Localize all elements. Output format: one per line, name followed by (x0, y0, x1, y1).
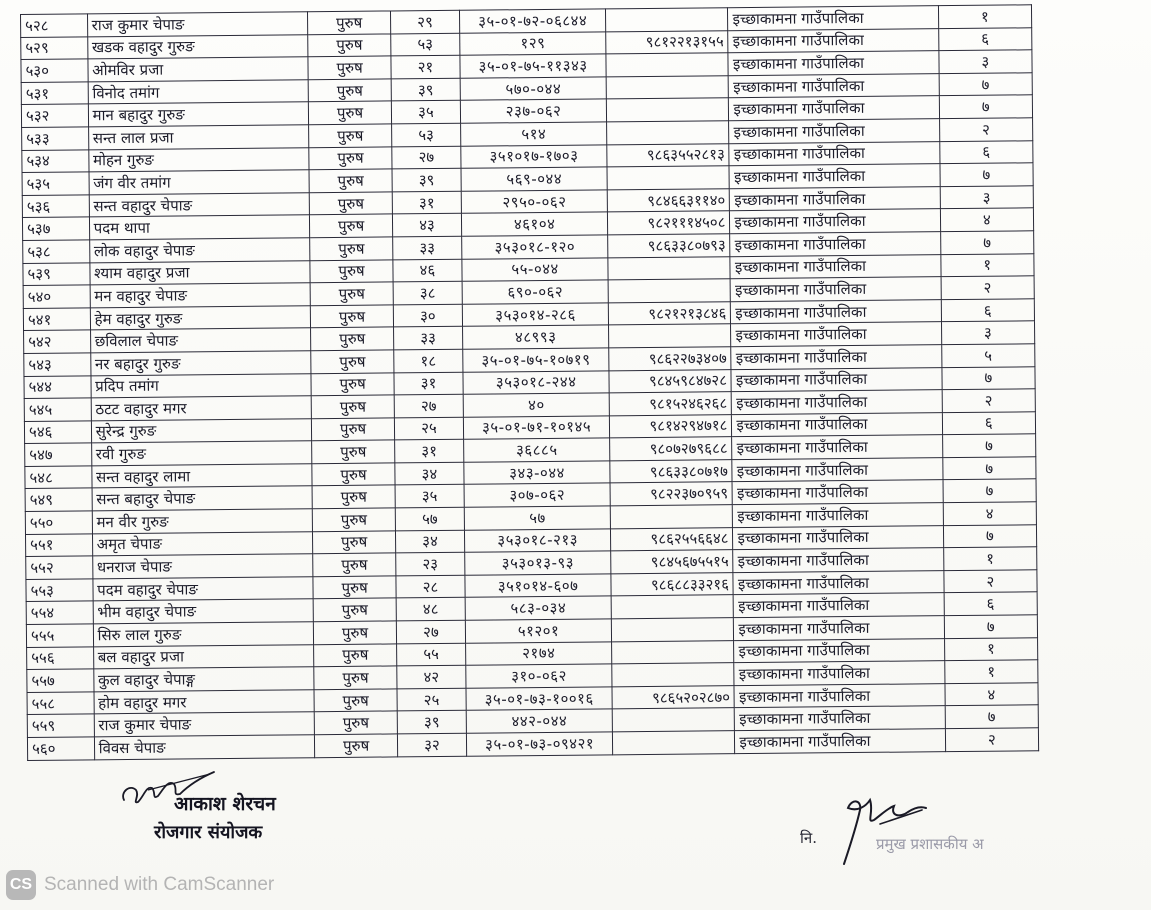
gender-cell: पुरुष (311, 350, 394, 373)
phone-number-cell: ९८४५९८४७२८ (609, 369, 731, 393)
serial-number-cell: ५५३ (26, 579, 93, 602)
gender-cell: पुरुष (308, 79, 391, 102)
phone-number-cell (608, 256, 730, 280)
age-cell: ३९ (391, 78, 460, 101)
serial-number-cell: ५४७ (25, 443, 92, 466)
phone-number-cell (609, 279, 731, 303)
serial-number-cell: ५४६ (24, 421, 91, 444)
phone-number-cell: ९८१५२४६२६८ (610, 392, 732, 416)
municipality-cell: इच्छाकामना गाउँपालिका (734, 661, 944, 686)
ward-number-cell: ४ (943, 502, 1037, 525)
name-cell: कुल वहादुर चेपाङ्ग (93, 667, 314, 692)
camscanner-watermark (6, 868, 274, 902)
age-cell: ३३ (393, 236, 462, 259)
age-cell: ३९ (397, 711, 466, 734)
ward-number-cell: १ (938, 5, 1032, 28)
citizenship-number-cell: ३१०-०६२ (466, 664, 613, 688)
ward-number-cell: १ (940, 253, 1034, 276)
phone-number-cell: ९८६३३८०७९३ (608, 234, 730, 258)
serial-number-cell: ५४४ (24, 375, 91, 398)
ward-number-cell: २ (942, 389, 1036, 412)
phone-number-cell (612, 640, 734, 664)
phone-number-cell (607, 121, 729, 145)
age-cell: ३३ (394, 327, 463, 350)
age-cell: ५३ (391, 33, 460, 56)
ward-number-cell: ५ (941, 344, 1035, 367)
handwritten-signature-right (830, 790, 930, 868)
serial-number-cell: ५५२ (26, 556, 93, 579)
citizenship-number-cell: ३५३०१८-२१३ (464, 529, 611, 553)
gender-cell: पुरुष (310, 259, 393, 282)
ward-number-cell: ३ (940, 186, 1034, 209)
serial-number-cell: ५५५ (26, 624, 93, 647)
serial-number-cell: ५५८ (27, 692, 94, 715)
ward-number-cell: ६ (938, 27, 1032, 50)
citizenship-number-cell: ३४३-०४४ (464, 461, 611, 485)
age-cell: २७ (392, 146, 461, 169)
ward-number-cell: ७ (942, 457, 1036, 480)
name-cell: होम वहादुर मगर (94, 690, 315, 715)
serial-number-cell: ५४२ (24, 330, 91, 353)
municipality-cell: इच्छाकामना गाउँपालिका (732, 435, 942, 460)
phone-number-cell (611, 505, 733, 529)
employment-coordinator-signature-block (118, 766, 318, 856)
ward-number-cell: ६ (942, 411, 1036, 434)
municipality-cell: इच्छाकामना गाउँपालिका (732, 458, 942, 483)
age-cell: ३१ (395, 440, 464, 463)
municipality-cell: इच्छाकामना गाउँपालिका (729, 96, 939, 121)
serial-number-cell: ५५४ (26, 601, 93, 624)
serial-number-cell: ५३७ (22, 217, 89, 240)
name-cell: ठटट वहादुर मगर (91, 396, 312, 421)
gender-cell: पुरुष (314, 711, 397, 734)
gender-cell: पुरुष (312, 508, 395, 531)
municipality-cell: इच्छाकामना गाउँपालिका (730, 186, 940, 211)
gender-cell: पुरुष (309, 124, 392, 147)
ward-number-cell: ७ (942, 434, 1036, 457)
gender-cell: पुरुष (310, 237, 393, 260)
age-cell: ३१ (394, 372, 463, 395)
phone-number-cell: ९८६२२७३४०७ (609, 347, 731, 371)
ward-number-cell: ७ (940, 163, 1034, 186)
serial-number-cell: ५५० (25, 511, 92, 534)
age-cell: ४८ (396, 598, 465, 621)
citizenship-number-cell: ३५-०१-७२-०६८४४ (459, 9, 606, 33)
phone-number-cell: ९८२२३७०९५९ (610, 482, 732, 506)
age-cell: २३ (396, 553, 465, 576)
gender-cell: पुरुष (315, 734, 398, 757)
municipality-cell: इच्छाकामना गाउँपालिका (728, 28, 938, 53)
gender-cell: पुरुष (311, 372, 394, 395)
serial-number-cell: ५६० (27, 737, 94, 760)
name-cell: सन्त बहादुर चेपाङ (92, 486, 313, 511)
citizenship-number-cell: ३५१०१४-६०७ (465, 574, 612, 598)
serial-number-cell: ५३२ (21, 104, 88, 127)
age-cell: ३५ (391, 101, 460, 124)
citizenship-number-cell: ५६९-०४४ (461, 167, 608, 191)
name-cell: विवस चेपाङ (94, 735, 315, 760)
phone-number-cell: ९८४५६७५५१५ (611, 550, 733, 574)
ward-number-cell: १ (944, 660, 1038, 683)
phone-number-cell (609, 324, 731, 348)
serial-number-cell: ५२८ (21, 14, 88, 37)
citizenship-number-cell: ३५-०१-७३-०९४२१ (466, 732, 613, 756)
citizenship-number-cell: २३७-०६२ (460, 99, 607, 123)
name-cell: श्याम वहादुर प्रजा (90, 260, 311, 285)
gender-cell: पुरुष (309, 146, 392, 169)
citizenship-number-cell: ३५३०१८-१२० (461, 235, 608, 259)
phone-number-cell (607, 98, 729, 122)
age-cell: २५ (397, 688, 466, 711)
citizenship-number-cell: ३५-०१-७१-१०१४५ (463, 416, 610, 440)
gender-cell: पुरुष (313, 576, 396, 599)
municipality-cell: इच्छाकामना गाउँपालिका (729, 141, 939, 166)
serial-number-cell: ५३५ (22, 172, 89, 195)
municipality-cell: इच्छाकामना गाउँपालिका (728, 51, 938, 76)
phone-number-cell: ९८६५२०२८७० (612, 685, 734, 709)
citizenship-number-cell: ३५३०१८-२४४ (463, 370, 610, 394)
gender-cell: पुरुष (310, 305, 393, 328)
name-cell: नर बहादुर गुरुङ (90, 351, 311, 376)
serial-number-cell: ५३८ (23, 240, 90, 263)
municipality-cell: इच्छाकामना गाउँपालिका (733, 548, 943, 573)
age-cell: २८ (396, 575, 465, 598)
gender-cell: पुरुष (313, 621, 396, 644)
name-cell: प्रदिप तमांग (91, 373, 312, 398)
phone-number-cell (606, 8, 728, 32)
citizenship-number-cell: ४८९९३ (462, 325, 609, 349)
citizenship-number-cell: ३५१०१७-१७०३ (461, 144, 608, 168)
municipality-cell: इच्छाकामना गाउँपालिका (731, 367, 941, 392)
name-cell: छविलाल चेपाङ (90, 328, 311, 353)
officer-prefix: नि. (800, 829, 817, 847)
serial-number-cell: ५३३ (22, 127, 89, 150)
municipality-cell: इच्छाकामना गाउँपालिका (730, 209, 940, 234)
ward-number-cell: ७ (939, 73, 1033, 96)
camscanner-logo-icon: CS (6, 870, 36, 900)
citizenship-number-cell: ३५३०१४-२८६ (462, 303, 609, 327)
gender-cell: पुरुष (314, 644, 397, 667)
phone-number-cell: ९८६८८३३२१६ (611, 573, 733, 597)
citizenship-number-cell: २१७४ (465, 641, 612, 665)
gender-cell: पुरुष (310, 214, 393, 237)
age-cell: ४६ (393, 259, 462, 282)
name-cell: मन वीर गुरुङ (92, 509, 313, 534)
name-cell: सन्त लाल प्रजा (88, 125, 309, 150)
serial-number-cell: ५५६ (27, 646, 94, 669)
citizenship-number-cell: ४६१०४ (461, 212, 608, 236)
gender-cell: पुरुष (311, 418, 394, 441)
age-cell: १८ (394, 349, 463, 372)
ward-number-cell: ७ (943, 524, 1037, 547)
serial-number-cell: ५४१ (23, 308, 90, 331)
age-cell: २९ (391, 10, 460, 33)
gender-cell: पुरुष (308, 101, 391, 124)
ward-number-cell: ७ (940, 231, 1034, 254)
age-cell: ३१ (392, 191, 461, 214)
municipality-cell: इच्छाकामना गाउँपालिका (734, 593, 944, 618)
phone-number-cell (613, 708, 735, 732)
age-cell: ३२ (398, 733, 467, 756)
age-cell: ३९ (392, 168, 461, 191)
phone-number-cell: ९८०७२७९६८८ (610, 437, 732, 461)
phone-number-cell (607, 166, 729, 190)
ward-number-cell: २ (944, 570, 1038, 593)
municipality-cell: इच्छाकामना गाउँपालिका (732, 480, 942, 505)
serial-number-cell: ५३१ (21, 82, 88, 105)
name-cell: रवी गुरुङ (91, 441, 312, 466)
citizenship-number-cell: ५८३-०३४ (465, 596, 612, 620)
gender-cell: पुरुष (308, 34, 391, 57)
age-cell: ४३ (393, 214, 462, 237)
age-cell: ५७ (395, 507, 464, 530)
phone-number-cell: ९८२१११४५०८ (608, 211, 730, 235)
phone-number-cell (612, 663, 734, 687)
citizenship-number-cell: ५७ (464, 506, 611, 530)
citizenship-number-cell: २९५०-०६२ (461, 190, 608, 214)
phone-number-cell: ९८६३५५२८१३ (607, 143, 729, 167)
municipality-cell: इच्छाकामना गाउँपालिका (731, 299, 941, 324)
citizenship-number-cell: १२९ (460, 31, 607, 55)
name-cell: मन वहादुर चेपाङ (90, 283, 311, 308)
citizenship-number-cell: ३०७-०६२ (464, 483, 611, 507)
gender-cell: पुरुष (309, 169, 392, 192)
citizenship-number-cell: ४४२-०४४ (466, 709, 613, 733)
camscanner-text: Scanned with CamScanner (44, 874, 275, 895)
municipality-cell: इच्छाकामना गाउँपालिका (730, 254, 940, 279)
name-cell: राज कुमार चेपाङ (94, 712, 315, 737)
municipality-cell: इच्छाकामना गाउँपालिका (733, 571, 943, 596)
gender-cell: पुरुष (312, 485, 395, 508)
municipality-cell: इच्छाकामना गाउँपालिका (731, 322, 941, 347)
citizenship-number-cell: ३५-०१-७३-१००१६ (466, 687, 613, 711)
name-cell: सुरेन्द्र गुरुङ (91, 418, 312, 443)
ward-number-cell: ६ (939, 140, 1033, 163)
serial-number-cell: ५५७ (27, 669, 94, 692)
municipality-cell: इच्छाकामना गाउँपालिका (735, 729, 945, 754)
gender-cell: पुरुष (314, 666, 397, 689)
serial-number-cell: ५५९ (27, 714, 94, 737)
serial-number-cell: ५४५ (24, 398, 91, 421)
municipality-cell: इच्छाकामना गाउँपालिका (729, 119, 939, 144)
table-body (21, 5, 1039, 760)
citizenship-number-cell: ३६८८५ (463, 438, 610, 462)
name-cell: मान बहादुर गुरुङ (88, 102, 309, 127)
age-cell: ३० (393, 304, 462, 327)
municipality-cell: इच्छाकामना गाउँपालिका (733, 525, 943, 550)
gender-cell: पुरुष (311, 395, 394, 418)
municipality-cell: इच्छाकामना गाउँपालिका (728, 6, 938, 31)
gender-cell: पुरुष (313, 553, 396, 576)
gender-cell: पुरुष (313, 598, 396, 621)
citizenship-number-cell: ५१२०१ (465, 619, 612, 643)
municipality-cell: इच्छाकामना गाउँपालिका (735, 706, 945, 731)
name-cell: जंग वीर तमांग (89, 170, 310, 195)
coordinator-name: आकाश शेरचन (174, 793, 276, 815)
phone-number-cell (612, 618, 734, 642)
name-cell: बल वहादुर प्रजा (93, 644, 314, 669)
citizenship-number-cell: ३५-०१-७५-११३४३ (460, 54, 607, 78)
phone-number-cell: ९८४६६३११४० (608, 188, 730, 212)
gender-cell: पुरुष (311, 327, 394, 350)
age-cell: ३८ (393, 281, 462, 304)
gender-cell: पुरुष (308, 56, 391, 79)
municipality-cell: इच्छाकामना गाउँपालिका (732, 390, 942, 415)
name-cell: अमृत चेपाङ (92, 531, 313, 556)
citizenship-number-cell: ४० (463, 393, 610, 417)
age-cell: २५ (395, 417, 464, 440)
phone-number-cell: ९८१२२१३१५५ (606, 30, 728, 54)
serial-number-cell: ५४० (23, 285, 90, 308)
name-cell: सन्त वहादुर चेपाङ (89, 192, 310, 217)
ward-number-cell: २ (945, 728, 1039, 751)
ward-number-cell: ४ (940, 208, 1034, 231)
serial-number-cell: ५२९ (21, 36, 88, 59)
municipality-cell: इच्छाकामना गाउँपालिका (730, 232, 940, 257)
name-cell: लोक वहादुर चेपाङ (89, 238, 310, 263)
gender-cell: पुरुष (309, 192, 392, 215)
name-cell: धनराज चेपाङ (92, 554, 313, 579)
name-cell: हेम वहादुर गुरुङ (90, 305, 311, 330)
age-cell: २७ (394, 394, 463, 417)
municipality-cell: इच्छाकामना गाउँपालिका (729, 164, 939, 189)
citizenship-number-cell: ६९०-०६२ (462, 280, 609, 304)
ward-number-cell: ७ (942, 366, 1036, 389)
name-cell: पदम वहादुर चेपाङ (93, 577, 314, 602)
citizenship-number-cell: ५७०-०४४ (460, 77, 607, 101)
ward-number-cell: ७ (945, 705, 1039, 728)
phone-number-cell: ९८२१२१३८४६ (609, 301, 731, 325)
serial-number-cell: ५३४ (22, 149, 89, 172)
age-cell: ५५ (397, 643, 466, 666)
age-cell: ३५ (395, 485, 464, 508)
municipality-cell: इच्छाकामना गाउँपालिका (734, 616, 944, 641)
name-cell: सिरु लाल गुरुङ (93, 622, 314, 647)
citizenship-number-cell: ५५-०४४ (462, 257, 609, 281)
age-cell: ३४ (396, 530, 465, 553)
age-cell: ३४ (395, 462, 464, 485)
phone-number-cell (613, 731, 735, 755)
serial-number-cell: ५४३ (24, 353, 91, 376)
phone-number-cell (612, 595, 734, 619)
serial-number-cell: ५३० (21, 59, 88, 82)
age-cell: २७ (396, 620, 465, 643)
officer-title-fragment: प्रमुख प्रशासकीय अ (876, 835, 984, 853)
citizenship-number-cell: ३५-०१-७५-१०७१९ (463, 348, 610, 372)
serial-number-cell: ५४८ (25, 466, 92, 489)
gender-cell: पुरुष (310, 282, 393, 305)
phone-number-cell: ९८१४२९४७१८ (610, 414, 732, 438)
gender-cell: पुरुष (312, 440, 395, 463)
municipality-cell: इच्छाकामना गाउँपालिका (734, 638, 944, 663)
name-cell: भीम वहादुर चेपाङ (93, 599, 314, 624)
ward-number-cell: २ (941, 276, 1035, 299)
ward-number-cell: ७ (943, 479, 1037, 502)
serial-number-cell: ५३६ (22, 195, 89, 218)
citizenship-number-cell: ५१४ (460, 122, 607, 146)
age-cell: ४२ (397, 665, 466, 688)
ward-number-cell: ७ (944, 615, 1038, 638)
citizenship-number-cell: ३५३०१३-९३ (465, 551, 612, 575)
gender-cell: पुरुष (308, 11, 391, 34)
chief-officer-signature-block (790, 790, 1020, 870)
phone-number-cell: ९८६३३८०७१७ (610, 460, 732, 484)
phone-number-cell: ९८६२५५६६४८ (611, 527, 733, 551)
ward-number-cell: ६ (944, 592, 1038, 615)
municipality-cell: इच्छाकामना गाउँपालिका (733, 503, 943, 528)
name-cell: खडक वहादुर गुरुङ (87, 34, 308, 59)
name-cell: सन्त वहादुर लामा (91, 464, 312, 489)
serial-number-cell: ५५१ (25, 533, 92, 556)
municipality-cell: इच्छाकामना गाउँपालिका (734, 683, 944, 708)
ward-number-cell: ३ (939, 50, 1033, 73)
name-cell: पदम थापा (89, 215, 310, 240)
ward-number-cell: १ (944, 637, 1038, 660)
ward-number-cell: २ (939, 118, 1033, 141)
ward-number-cell: ४ (945, 683, 1039, 706)
municipality-cell: इच्छाकामना गाउँपालिका (731, 277, 941, 302)
name-cell: ओमविर प्रजा (88, 57, 309, 82)
name-cell: विनोद तमांग (88, 80, 309, 105)
gender-cell: पुरुष (314, 689, 397, 712)
beneficiary-table (20, 4, 1039, 760)
name-cell: राज कुमार चेपाङ (87, 12, 308, 37)
ward-number-cell: ७ (939, 95, 1033, 118)
serial-number-cell: ५३९ (23, 262, 90, 285)
municipality-cell: इच्छाकामना गाउँपालिका (729, 73, 939, 98)
age-cell: ५३ (392, 123, 461, 146)
municipality-cell: इच्छाकामना गाउँपालिका (731, 345, 941, 370)
gender-cell: पुरुष (312, 463, 395, 486)
name-cell: मोहन गुरुङ (88, 147, 309, 172)
municipality-cell: इच्छाकामना गाउँपालिका (732, 412, 942, 437)
ward-number-cell: ३ (941, 321, 1035, 344)
serial-number-cell: ५४९ (25, 488, 92, 511)
phone-number-cell (606, 53, 728, 77)
ward-number-cell: १ (943, 547, 1037, 570)
ward-number-cell: ६ (941, 298, 1035, 321)
gender-cell: पुरुष (313, 531, 396, 554)
phone-number-cell (607, 75, 729, 99)
coordinator-title: रोजगार संयोजक (154, 822, 263, 843)
age-cell: २१ (391, 55, 460, 78)
